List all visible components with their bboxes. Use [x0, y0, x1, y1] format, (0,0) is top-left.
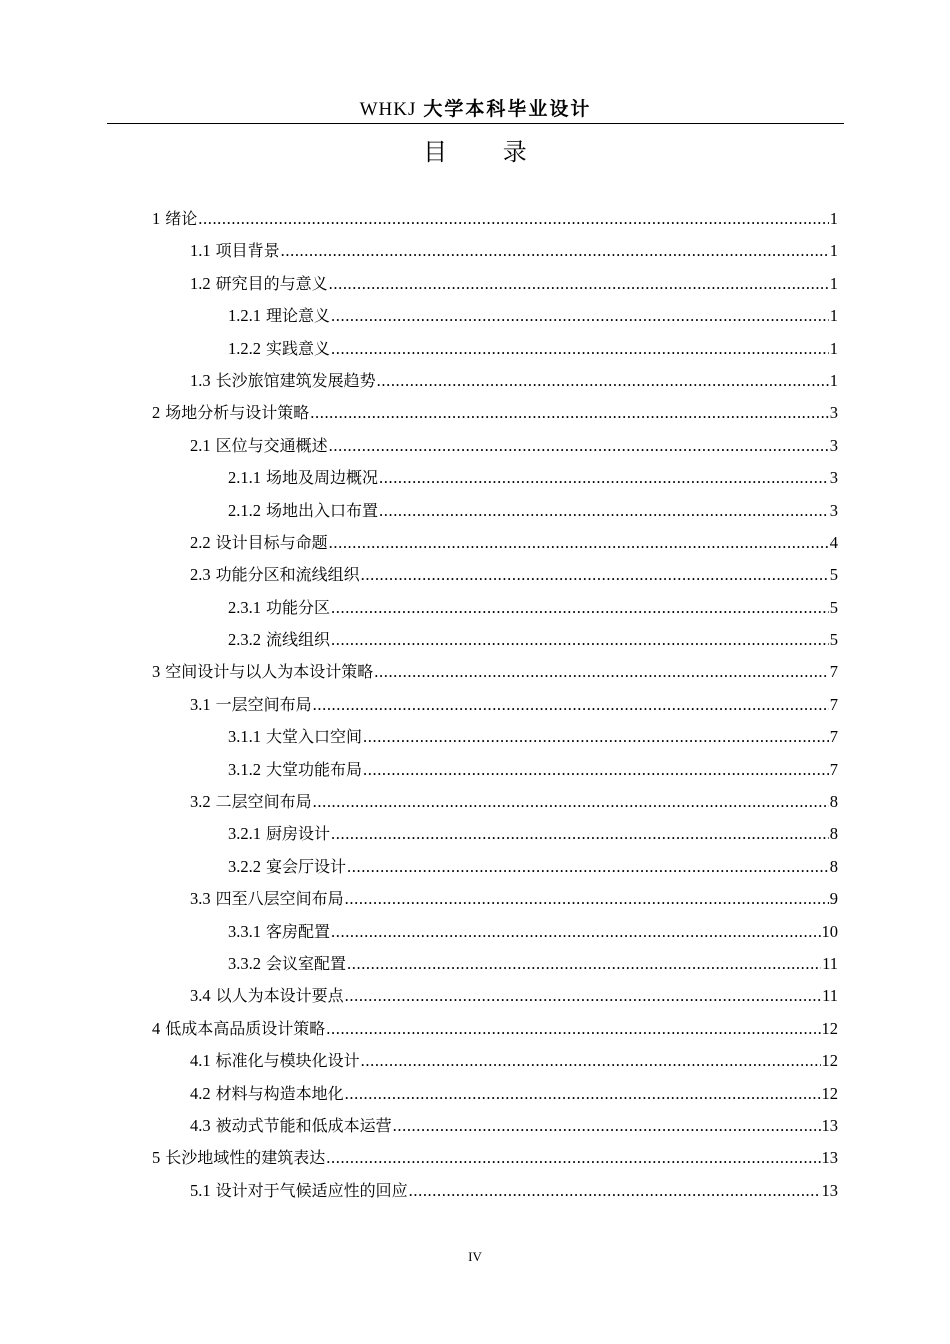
- toc-dot-leader: [377, 365, 829, 397]
- toc-entry[interactable]: [152, 851, 838, 883]
- toc-entry-title: 区位与交通概述: [215, 435, 328, 455]
- toc-entry-page: 1: [829, 306, 838, 326]
- toc-entry-title: 研究目的与意义: [215, 273, 328, 293]
- toc-entry-number: 3: [152, 662, 161, 682]
- toc-entry-title: 功能分区: [266, 597, 331, 617]
- toc-entry[interactable]: [152, 203, 838, 235]
- toc-entry-page: 5: [829, 630, 838, 650]
- toc-entry-title: 被动式节能和低成本运营: [215, 1115, 392, 1135]
- toc-entry-page: 10: [821, 921, 838, 941]
- toc-entry[interactable]: [152, 1142, 838, 1174]
- toc-entry-page: 13: [821, 1115, 838, 1135]
- toc-entry-page: 13: [821, 1148, 838, 1168]
- toc-entry-page: 1: [829, 273, 838, 293]
- toc-dot-leader: [409, 1175, 821, 1207]
- table-of-contents: [152, 203, 838, 1207]
- toc-entry-title: 一层空间布局: [215, 694, 312, 714]
- toc-entry-number: 4: [152, 1018, 161, 1038]
- toc-entry-page: 5: [829, 565, 838, 585]
- toc-entry[interactable]: [152, 430, 838, 462]
- toc-entry-page: 7: [829, 694, 838, 714]
- toc-entry-number: 3.2: [190, 792, 211, 812]
- page-header: [107, 96, 844, 122]
- toc-entry-title: 绪论: [165, 209, 198, 228]
- toc-entry[interactable]: [152, 559, 838, 591]
- toc-entry-number: 1.2.1: [228, 306, 261, 326]
- toc-entry-page: 12: [821, 1018, 838, 1038]
- toc-entry-page: 11: [822, 986, 838, 1006]
- toc-entry-number: 1.1: [190, 241, 211, 261]
- toc-entry-number: 5.1: [190, 1180, 211, 1200]
- toc-entry-title: 以人为本设计要点: [215, 986, 344, 1006]
- toc-entry[interactable]: [152, 786, 838, 818]
- toc-entry-number: 3.3.2: [228, 953, 261, 973]
- toc-entry-number: 2.3: [190, 565, 211, 585]
- toc-entry[interactable]: [152, 592, 838, 624]
- toc-dot-leader: [281, 235, 829, 267]
- toc-entry-title: 项目背景: [215, 241, 280, 261]
- toc-entry[interactable]: [152, 916, 838, 948]
- toc-dot-leader: [329, 527, 829, 559]
- toc-entry-title: 流线组织: [266, 630, 331, 650]
- toc-dot-leader: [310, 397, 828, 429]
- toc-dot-leader: [326, 1142, 820, 1174]
- toc-dot-leader: [361, 559, 829, 591]
- toc-dot-leader: [363, 721, 829, 753]
- toc-entry-page: 12: [821, 1051, 838, 1071]
- toc-entry-page: 3: [829, 403, 838, 423]
- toc-entry-title: 材料与构造本地化: [215, 1083, 344, 1103]
- header-brand: WHKJ: [359, 99, 417, 120]
- toc-entry-title: 设计目标与命题: [215, 532, 328, 552]
- toc-entry[interactable]: [152, 397, 838, 429]
- toc-entry[interactable]: [152, 495, 838, 527]
- toc-entry-number: 3.3: [190, 889, 211, 909]
- toc-dot-leader: [313, 689, 829, 721]
- toc-entry-page: 7: [829, 662, 838, 682]
- toc-entry-page: 11: [822, 953, 838, 973]
- toc-entry[interactable]: [152, 624, 838, 656]
- toc-dot-leader: [313, 786, 829, 818]
- toc-entry[interactable]: [152, 1175, 838, 1207]
- toc-dot-leader: [393, 1110, 821, 1142]
- toc-dot-leader: [345, 1078, 821, 1110]
- toc-dot-leader: [345, 980, 821, 1012]
- toc-entry-number: 3.2.1: [228, 824, 261, 844]
- toc-entry-title: 场地分析与设计策略: [165, 403, 310, 423]
- toc-title: 目 录: [423, 138, 551, 166]
- toc-entry-number: 2.1.1: [228, 468, 261, 488]
- toc-entry[interactable]: [152, 689, 838, 721]
- toc-entry-title: 二层空间布局: [215, 792, 312, 812]
- toc-entry-page: 12: [821, 1083, 838, 1103]
- toc-entry-title: 厨房设计: [266, 824, 331, 844]
- toc-entry[interactable]: [152, 754, 838, 786]
- header-divider: [107, 123, 844, 124]
- toc-dot-leader: [331, 916, 820, 948]
- toc-entry-title: 场地出入口布置: [266, 500, 379, 520]
- toc-dot-leader: [329, 430, 829, 462]
- toc-dot-leader: [331, 818, 829, 850]
- toc-entry[interactable]: [152, 1013, 838, 1045]
- toc-entry-title: 低成本高品质设计策略: [165, 1018, 326, 1038]
- toc-entry-title: 实践意义: [266, 338, 331, 358]
- toc-entry-title: 场地及周边概况: [266, 468, 379, 488]
- toc-entry-title: 四至八层空间布局: [215, 889, 344, 909]
- toc-entry-page: 8: [829, 856, 838, 876]
- toc-entry[interactable]: [152, 365, 838, 397]
- toc-entry-page: 1: [829, 370, 838, 390]
- page-number: IV: [468, 1249, 482, 1264]
- toc-entry-number: 2.2: [190, 532, 211, 552]
- toc-entry[interactable]: [152, 980, 838, 1012]
- toc-entry-title: 长沙旅馆建筑发展趋势: [215, 370, 376, 390]
- toc-entry-number: 4.1: [190, 1051, 211, 1071]
- toc-entry-number: 1.2: [190, 273, 211, 293]
- toc-entry[interactable]: [152, 818, 838, 850]
- toc-dot-leader: [379, 495, 829, 527]
- toc-dot-leader: [329, 268, 829, 300]
- toc-entry[interactable]: [152, 948, 838, 980]
- toc-entry[interactable]: [152, 527, 838, 559]
- toc-entry-number: 4.2: [190, 1083, 211, 1103]
- toc-dot-leader: [331, 333, 829, 365]
- toc-dot-leader: [198, 203, 828, 235]
- toc-entry-number: 3.2.2: [228, 856, 261, 876]
- toc-entry-number: 4.3: [190, 1115, 211, 1135]
- toc-entry-page: 3: [829, 435, 838, 455]
- toc-entry-number: 3.3.1: [228, 921, 261, 941]
- toc-dot-leader: [361, 1045, 821, 1077]
- toc-dot-leader: [345, 883, 829, 915]
- toc-entry[interactable]: [152, 268, 838, 300]
- toc-entry-page: 4: [829, 532, 838, 552]
- toc-entry[interactable]: [152, 462, 838, 494]
- toc-entry-page: 3: [829, 468, 838, 488]
- toc-entry-number: 2.3.2: [228, 630, 261, 650]
- toc-entry-number: 2.1.2: [228, 500, 261, 520]
- toc-entry-number: 3.1.1: [228, 727, 261, 747]
- toc-entry-title: 会议室配置: [266, 953, 347, 973]
- toc-entry-page: 3: [829, 500, 838, 520]
- toc-dot-leader: [331, 592, 829, 624]
- toc-entry-title: 大堂入口空间: [266, 727, 363, 747]
- toc-dot-leader: [347, 851, 829, 883]
- toc-entry-title: 设计对于气候适应性的回应: [215, 1180, 408, 1200]
- toc-entry-page: 9: [829, 889, 838, 909]
- toc-entry-page: 7: [829, 759, 838, 779]
- toc-entry-title: 空间设计与以人为本设计策略: [165, 662, 374, 682]
- toc-entry-page: 1: [829, 241, 838, 261]
- toc-entry-number: 1.2.2: [228, 338, 261, 358]
- header-subtitle: 大学本科毕业设计: [423, 98, 592, 120]
- toc-entry-page: 5: [829, 597, 838, 617]
- toc-entry-title: 标准化与模块化设计: [215, 1051, 360, 1071]
- toc-entry-title: 功能分区和流线组织: [215, 565, 360, 585]
- toc-entry[interactable]: [152, 1110, 838, 1142]
- toc-entry-page: 13: [821, 1180, 838, 1200]
- toc-entry[interactable]: [152, 1045, 838, 1077]
- toc-entry[interactable]: [152, 883, 838, 915]
- toc-entry-page: 8: [829, 792, 838, 812]
- toc-entry-title: 客房配置: [266, 921, 331, 941]
- toc-entry-title: 宴会厅设计: [266, 856, 347, 876]
- toc-dot-leader: [363, 754, 829, 786]
- toc-entry-number: 3.1.2: [228, 759, 261, 779]
- toc-entry-page: 8: [829, 824, 838, 844]
- toc-dot-leader: [379, 462, 829, 494]
- toc-entry[interactable]: [152, 300, 838, 332]
- toc-entry[interactable]: [152, 656, 838, 688]
- toc-entry-number: 3.4: [190, 986, 211, 1006]
- toc-entry[interactable]: [152, 333, 838, 365]
- toc-entry-page: 1: [829, 209, 838, 228]
- toc-dot-leader: [374, 656, 828, 688]
- toc-entry-page: 7: [829, 727, 838, 747]
- toc-entry-number: 2.1: [190, 435, 211, 455]
- toc-entry-number: 2: [152, 403, 161, 423]
- toc-entry-number: 5: [152, 1148, 161, 1168]
- toc-entry-page: 1: [829, 338, 838, 358]
- toc-entry-number: 3.1: [190, 694, 211, 714]
- toc-entry[interactable]: [152, 235, 838, 267]
- toc-dot-leader: [326, 1013, 820, 1045]
- toc-entry-title: 理论意义: [266, 306, 331, 326]
- toc-entry[interactable]: [152, 721, 838, 753]
- toc-entry-number: 1.3: [190, 370, 211, 390]
- toc-entry-number: 1: [152, 209, 161, 228]
- toc-dot-leader: [347, 948, 821, 980]
- toc-entry-title: 大堂功能布局: [266, 759, 363, 779]
- toc-entry[interactable]: [152, 1078, 838, 1110]
- toc-dot-leader: [331, 300, 829, 332]
- toc-entry-title: 长沙地域性的建筑表达: [165, 1148, 326, 1168]
- toc-dot-leader: [331, 624, 829, 656]
- toc-entry-number: 2.3.1: [228, 597, 261, 617]
